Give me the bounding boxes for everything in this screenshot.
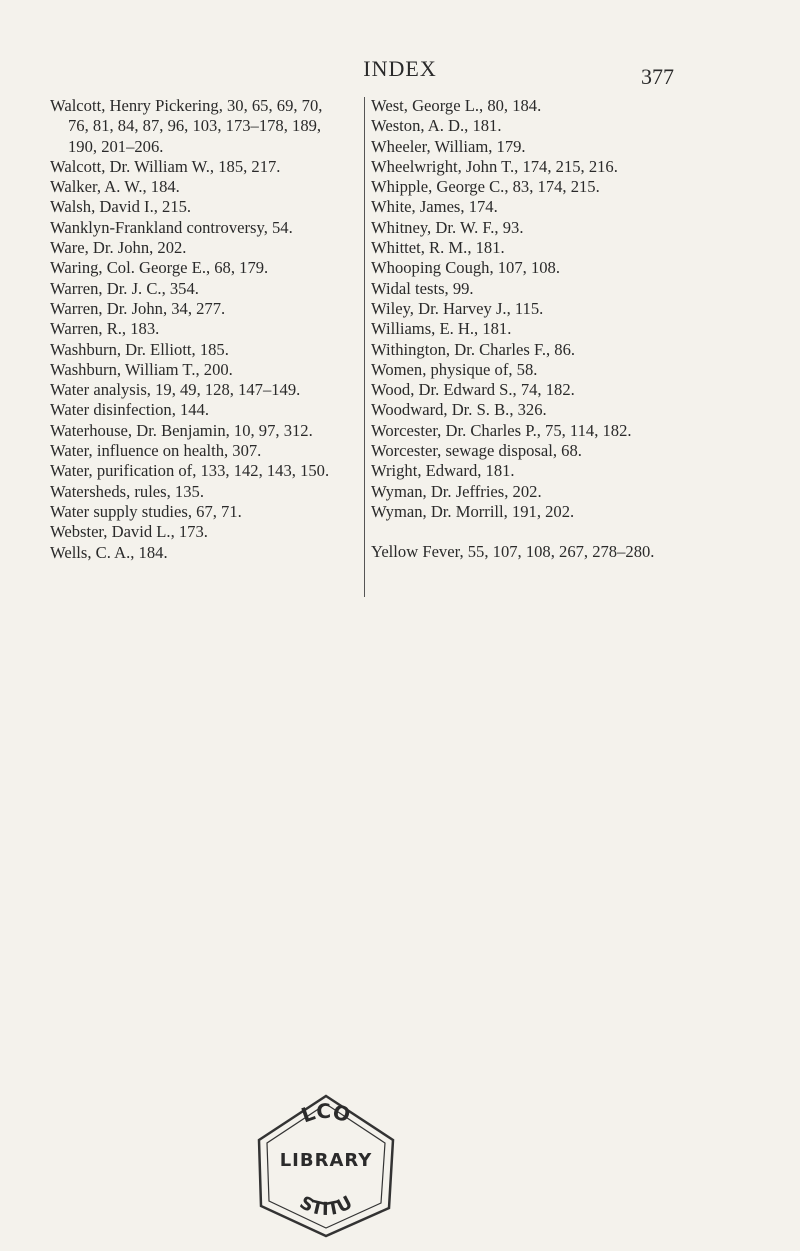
index-entry: Webster, David L., 173. [50,522,208,542]
index-entry: Waring, Col. George E., 68, 179. [50,258,269,278]
index-entry [50,96,362,157]
column-divider [364,97,365,597]
index-entry: Water, influence on health, 307. [50,441,262,461]
index-entry: Water analysis, 19, 49, 128, 147–149. [50,380,301,400]
index-entry: Warren, R., 183. [50,319,160,339]
index-entry: Worcester, sewage disposal, 68. [371,441,582,461]
index-entry: Whooping Cough, 107, 108. [371,258,560,278]
index-entry: Wheelwright, John T., 174, 215, 216. [371,156,618,176]
index-column-right [371,96,791,563]
library-stamp [251,1090,401,1240]
index-entry: Weston, A. D., 181. [371,116,502,136]
svg-text:STITU [296,1192,356,1220]
index-entry: Warren, Dr. J. C., 354. [50,278,199,298]
stamp-arc-bottom: STITU [295,1192,357,1221]
index-entry: Whipple, George C., 83, 174, 215. [371,177,600,197]
index-entry: White, James, 174. [371,197,498,217]
index-column-left [50,96,362,563]
index-entry: Withington, Dr. Charles F., 86. [371,339,576,359]
index-entry: Williams, E. H., 181. [371,319,512,339]
index-entry: Washburn, William T., 200. [50,359,233,379]
index-entry: Widal tests, 99. [371,278,474,298]
index-entry: Watersheds, rules, 135. [50,481,204,501]
index-entry-text: Walcott, Henry Pickering, 30, 65, 69, 70, [50,96,323,115]
svg-text:LCO [298,1099,353,1128]
stamp-label: LIBRARY [279,1150,373,1171]
entry-gap [371,522,791,542]
index-entry: Water supply studies, 67, 71. [50,501,242,521]
index-entry: Ware, Dr. John, 202. [50,238,187,258]
index-entry: Wells, C. A., 184. [50,542,168,562]
index-entry: West, George L., 80, 184. [371,96,542,115]
index-entry: Wood, Dr. Edward S., 74, 182. [371,380,575,400]
index-entry: Waterhouse, Dr. Benjamin, 10, 97, 312. [50,420,313,440]
index-entry: Washburn, Dr. Elliott, 185. [50,339,229,359]
page-number: 377 [641,64,674,89]
index-entry: Warren, Dr. John, 34, 277. [50,298,226,318]
index-entry: Walcott, Dr. William W., 185, 217. [50,156,281,176]
index-entry: Women, physique of, 58. [371,359,538,379]
index-entry: Water, purification of, 133, 142, 143, 150. [50,461,330,481]
index-entry: Wright, Edward, 181. [371,461,515,481]
index-entry: Worcester, Dr. Charles P., 75, 114, 182. [371,420,632,440]
index-entry: Walker, A. W., 184. [50,177,180,197]
index-entry: Wyman, Dr. Morrill, 191, 202. [371,501,575,521]
index-entry: Wyman, Dr. Jeffries, 202. [371,481,542,501]
index-entry-continuation: 76, 81, 84, 87, 96, 103, 173–178, 189, [68,116,322,136]
index-entry: Yellow Fever, 55, 107, 108, 267, 278–280. [371,542,655,562]
index-entry: Water disinfection, 144. [50,400,210,420]
index-entry: Whitney, Dr. W. F., 93. [371,217,524,237]
index-entry: Walsh, David I., 215. [50,197,192,217]
index-entry: Wanklyn-Frankland controversy, 54. [50,217,293,237]
stamp-arc-top: LCO [298,1098,354,1128]
index-entry: Wheeler, William, 179. [371,136,526,156]
page-title: INDEX [363,56,437,81]
index-entry: Wiley, Dr. Harvey J., 115. [371,298,544,318]
index-entry: Woodward, Dr. S. B., 326. [371,400,547,420]
index-entry-continuation: 190, 201–206. [68,136,164,156]
index-entry: Whittet, R. M., 181. [371,238,505,258]
